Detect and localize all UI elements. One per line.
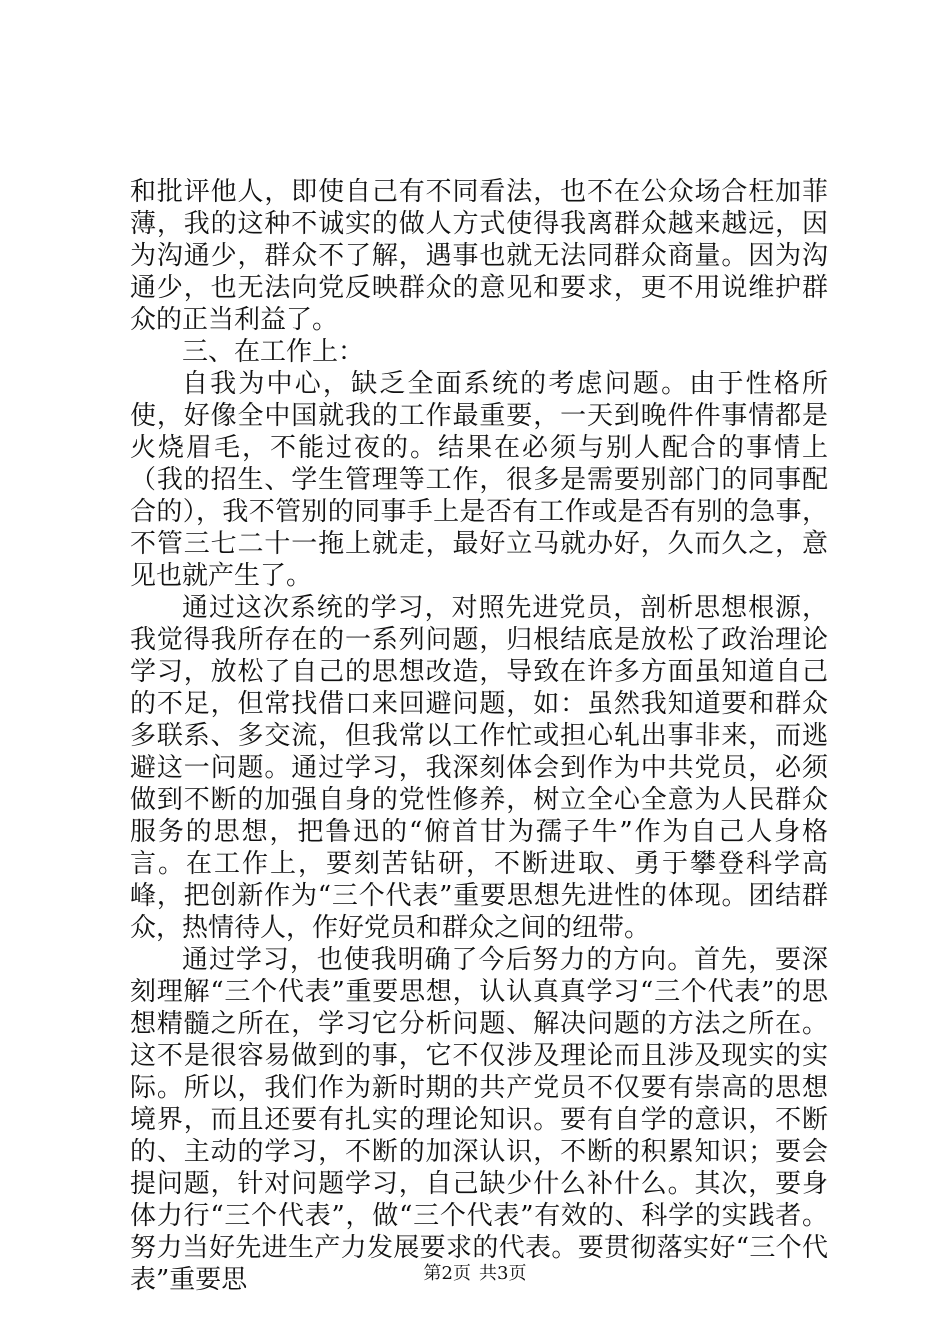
paragraph-continuation: 和批评他人，即使自己有不同看法，也不在公众场合枉加菲薄，我的这种不诚实的做人方式使得我离群众越来越远，因为沟通少，群众不了解，遇事也就无法同群众商量。因为沟通少，也无法向党反映群众的意见和要求，更不用说维护群众的正当利益了。	[130, 177, 828, 335]
paragraph-study-reflection: 通过这次系统的学习，对照先进党员，剖析思想根源，我觉得我所存在的一系列问题，归根结底是放松了政治理论学习，放松了自己的思想改造，导致在许多方面虽知道自己的不足，但常找借口来回避问题，如：虽然我知道要和群众多联系、多交流，但我常以工作忙或担心轧出事非来，而逃避这一问题。通过学习，我深刻体会到作为中共党员，必须做到不断的加强自身的党性修养，树立全心全意为人民群众服务的思想，把鲁迅的“俯首甘为孺子牛”作为自己人身格言。在工作上，要刻苦钻研，不断进取、勇于攀登科学高峰，把创新作为“三个代表”重要思想先进性的体现。团结群众，热情待人，作好党员和群众之间的纽带。	[130, 593, 828, 943]
page-footer	[0, 1259, 950, 1285]
section-heading-work: 三、在工作上：	[182, 337, 365, 367]
page-total: 共3页	[479, 1263, 527, 1284]
page-number: 第2页	[423, 1263, 471, 1284]
paragraph-future-direction: 通过学习，也使我明确了今后努力的方向。首先，要深刻理解“三个代表”重要思想，认认真真学习“三个代表”的思想精髓之所在，学习它分析问题、解决问题的方法之所在。这不是很容易做到的事，它不仅涉及理论而且涉及现实的实际。所以，我们作为新时期的共产党员不仅要有崇高的思想境界，而且还要有扎实的理论知识。要有自学的意识，不断的、主动的学习，不断的加深认识，不断的积累知识；要会提问题，针对问题学习，自己缺少什么补什么。其次，要身体力行“三个代表”，做“三个代表”有效的、科学的实践者。努力当好先进生产力发展要求的代表。要贯彻落实好“三个代表”重要思	[130, 945, 828, 1295]
paragraph-self-centered: 自我为中心，缺乏全面系统的考虑问题。由于性格所使，好像全中国就我的工作最重要，一天到晚件件事情都是火烧眉毛，不能过夜的。结果在必须与别人配合的事情上（我的招生、学生管理等工作，很多是需要别部门的同事配合的），我不管别的同事手上是否有工作或是否有别的急事，不管三七二十一拖上就走，最好立马就办好，久而久之，意见也就产生了。	[130, 369, 828, 591]
document-body	[130, 176, 828, 1296]
